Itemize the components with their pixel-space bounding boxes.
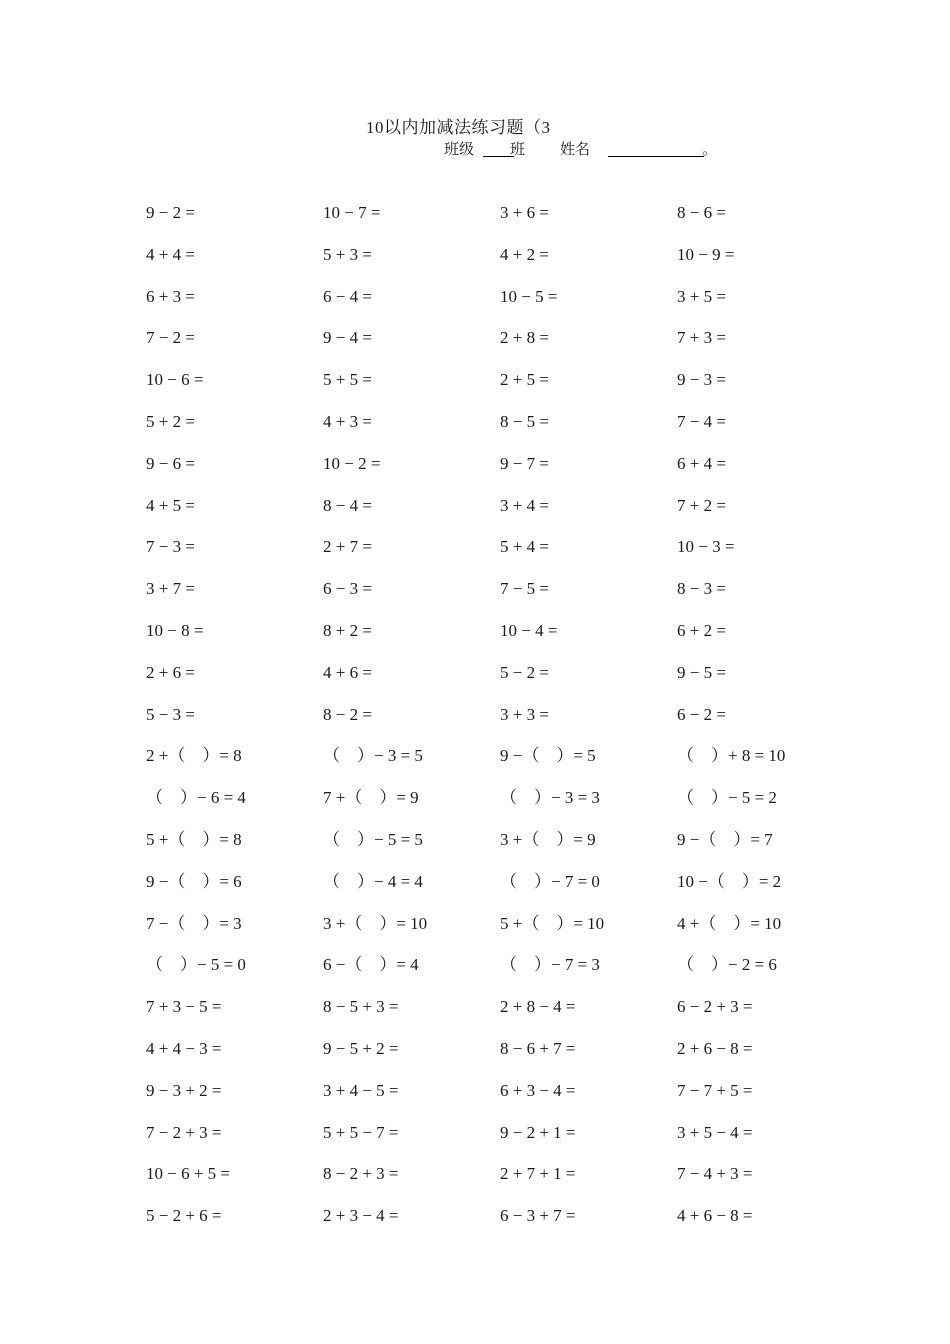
math-problem: 7 − 7 + 5 = [677, 1080, 753, 1100]
math-problem: 3 + 7 = [146, 579, 195, 599]
math-problem: 9 −（ ）= 5 [500, 746, 596, 766]
problem-grid [146, 201, 906, 1246]
math-problem: 3 +（ ）= 9 [500, 829, 596, 849]
math-problem: 3 + 5 − 4 = [677, 1122, 753, 1142]
math-problem: 5 + 5 = [323, 370, 372, 390]
math-problem: （ ）− 5 = 0 [146, 955, 246, 975]
math-problem: 8 − 6 + 7 = [500, 1038, 576, 1058]
math-problem: 4 + 4 = [146, 244, 195, 264]
math-problem: 7 + 3 − 5 = [146, 997, 222, 1017]
problem-row [146, 1162, 906, 1204]
math-problem: 3 +（ ）= 10 [323, 913, 428, 933]
math-problem: 8 − 3 = [677, 579, 726, 599]
math-problem: 8 − 5 + 3 = [323, 997, 399, 1017]
math-problem: 4 + 6 = [323, 662, 372, 682]
math-problem: 10 − 4 = [500, 620, 558, 640]
math-problem: 10 −（ ）= 2 [677, 871, 782, 891]
math-problem: 6 − 2 + 3 = [677, 997, 753, 1017]
math-problem: 4 + 2 = [500, 244, 549, 264]
math-problem: 4 + 5 = [146, 495, 195, 515]
math-problem: 2 + 5 = [500, 370, 549, 390]
math-problem: 3 + 4 = [500, 495, 549, 515]
math-problem: 9 − 3 + 2 = [146, 1080, 222, 1100]
math-problem: 7 − 3 = [146, 537, 195, 557]
math-problem: 8 − 5 = [500, 411, 549, 431]
worksheet-title: 10以内加减法练习题（3 [366, 118, 551, 137]
math-problem: 5 − 2 = [500, 662, 549, 682]
math-problem: 7 + 3 = [677, 328, 726, 348]
math-problem: 9 − 7 = [500, 453, 549, 473]
math-problem: 9 − 5 + 2 = [323, 1038, 399, 1058]
problem-row [146, 452, 906, 494]
problem-row [146, 243, 906, 285]
math-problem: 3 + 6 = [500, 203, 549, 222]
math-problem: 8 − 4 = [323, 495, 372, 515]
name-field [560, 138, 730, 158]
math-problem: （ ）− 5 = 2 [677, 788, 777, 808]
problem-row [146, 786, 906, 828]
math-problem: 2 + 3 − 4 = [323, 1206, 399, 1226]
math-problem: 4 +（ ）= 10 [677, 913, 782, 933]
math-problem: （ ）− 6 = 4 [146, 788, 246, 808]
name-suffix: 。 [702, 142, 718, 158]
math-problem: （ ）− 7 = 3 [500, 955, 600, 975]
math-problem: 7 − 4 = [677, 411, 726, 431]
math-problem: 7 − 4 + 3 = [677, 1164, 753, 1184]
math-problem: 9 − 2 + 1 = [500, 1122, 576, 1142]
class-suffix: 班 [510, 142, 526, 158]
math-problem: 4 + 6 − 8 = [677, 1206, 753, 1226]
math-problem: 2 + 7 = [323, 537, 372, 557]
math-problem: 7 +（ ）= 9 [323, 788, 419, 808]
math-problem: 9 − 3 = [677, 370, 726, 390]
math-problem: 9 − 5 = [677, 662, 726, 682]
math-problem: 6 + 3 = [146, 286, 195, 306]
math-problem: 6 − 4 = [323, 286, 372, 306]
math-problem: 8 − 2 + 3 = [323, 1164, 399, 1184]
math-problem: 10 − 8 = [146, 620, 204, 640]
problem-row [146, 661, 906, 703]
math-problem: 5 + 3 = [323, 244, 372, 264]
math-problem: 9 − 6 = [146, 453, 195, 473]
math-problem: 6 + 3 − 4 = [500, 1080, 576, 1100]
problem-row [146, 1121, 906, 1163]
math-problem: 6 − 3 = [323, 579, 372, 599]
problem-row [146, 912, 906, 954]
class-field [444, 138, 534, 158]
math-problem: 9 − 4 = [323, 328, 372, 348]
math-problem: 6 + 2 = [677, 620, 726, 640]
problem-row [146, 326, 906, 368]
class-label: 班级 [444, 142, 475, 158]
math-problem: 2 + 7 + 1 = [500, 1164, 576, 1184]
name-blank[interactable] [608, 156, 704, 157]
math-problem: 3 + 4 − 5 = [323, 1080, 399, 1100]
math-problem: 3 + 3 = [500, 704, 549, 724]
math-problem: 6 − 2 = [677, 704, 726, 724]
math-problem: 2 + 6 = [146, 662, 195, 682]
math-problem: 10 − 6 + 5 = [146, 1164, 231, 1184]
problem-row [146, 577, 906, 619]
math-problem: 4 + 4 − 3 = [146, 1038, 222, 1058]
math-problem: 5 +（ ）= 8 [146, 829, 242, 849]
problem-row [146, 744, 906, 786]
math-problem: 7 + 2 = [677, 495, 726, 515]
math-problem: 9 −（ ）= 6 [146, 871, 242, 891]
math-problem: 7 − 2 = [146, 328, 195, 348]
math-problem: 5 + 5 − 7 = [323, 1122, 399, 1142]
math-problem: 9 −（ ）= 7 [677, 829, 773, 849]
math-problem: （ ）− 3 = 3 [500, 788, 600, 808]
problem-row [146, 619, 906, 661]
math-problem: （ ）− 4 = 4 [323, 871, 423, 891]
problem-row [146, 1079, 906, 1121]
problem-row [146, 828, 906, 870]
math-problem: 7 − 2 + 3 = [146, 1122, 222, 1142]
math-problem: 4 + 3 = [323, 411, 372, 431]
problem-row [146, 410, 906, 452]
problem-row [146, 953, 906, 995]
math-problem: 6 − 3 + 7 = [500, 1206, 576, 1226]
math-problem: 2 + 8 = [500, 328, 549, 348]
math-problem: 3 + 5 = [677, 286, 726, 306]
math-problem: （ ）− 3 = 5 [323, 746, 423, 766]
math-problem: 2 + 6 − 8 = [677, 1038, 753, 1058]
math-problem: 10 − 2 = [323, 453, 381, 473]
math-problem: 6 + 4 = [677, 453, 726, 473]
math-problem: 5 + 4 = [500, 537, 549, 557]
math-problem: 5 − 3 = [146, 704, 195, 724]
problem-row [146, 870, 906, 912]
math-problem: （ ）+ 8 = 10 [677, 746, 786, 766]
problem-row [146, 201, 906, 243]
math-problem: 10 − 6 = [146, 370, 204, 390]
problem-row [146, 368, 906, 410]
math-problem: （ ）− 5 = 5 [323, 829, 423, 849]
problem-row [146, 535, 906, 577]
math-problem: 8 − 6 = [677, 203, 726, 222]
math-problem: 8 + 2 = [323, 620, 372, 640]
math-problem: 10 − 9 = [677, 244, 735, 264]
problem-row [146, 494, 906, 536]
math-problem: （ ）− 2 = 6 [677, 955, 777, 975]
math-problem: 5 +（ ）= 10 [500, 913, 605, 933]
math-problem: 10 − 7 = [323, 203, 381, 222]
problem-row [146, 285, 906, 327]
math-problem: 2 +（ ）= 8 [146, 746, 242, 766]
math-problem: 9 − 2 = [146, 203, 195, 222]
problem-row [146, 1037, 906, 1079]
problem-row [146, 1204, 906, 1246]
name-label: 姓名 [560, 142, 591, 158]
math-problem: 5 + 2 = [146, 411, 195, 431]
math-problem: 6 −（ ）= 4 [323, 955, 419, 975]
math-problem: （ ）− 7 = 0 [500, 871, 600, 891]
problem-row [146, 703, 906, 745]
problem-row [146, 995, 906, 1037]
math-problem: 7 −（ ）= 3 [146, 913, 242, 933]
math-problem: 10 − 3 = [677, 537, 735, 557]
math-problem: 8 − 2 = [323, 704, 372, 724]
math-problem: 10 − 5 = [500, 286, 558, 306]
math-problem: 5 − 2 + 6 = [146, 1206, 222, 1226]
math-problem: 2 + 8 − 4 = [500, 997, 576, 1017]
math-problem: 7 − 5 = [500, 579, 549, 599]
